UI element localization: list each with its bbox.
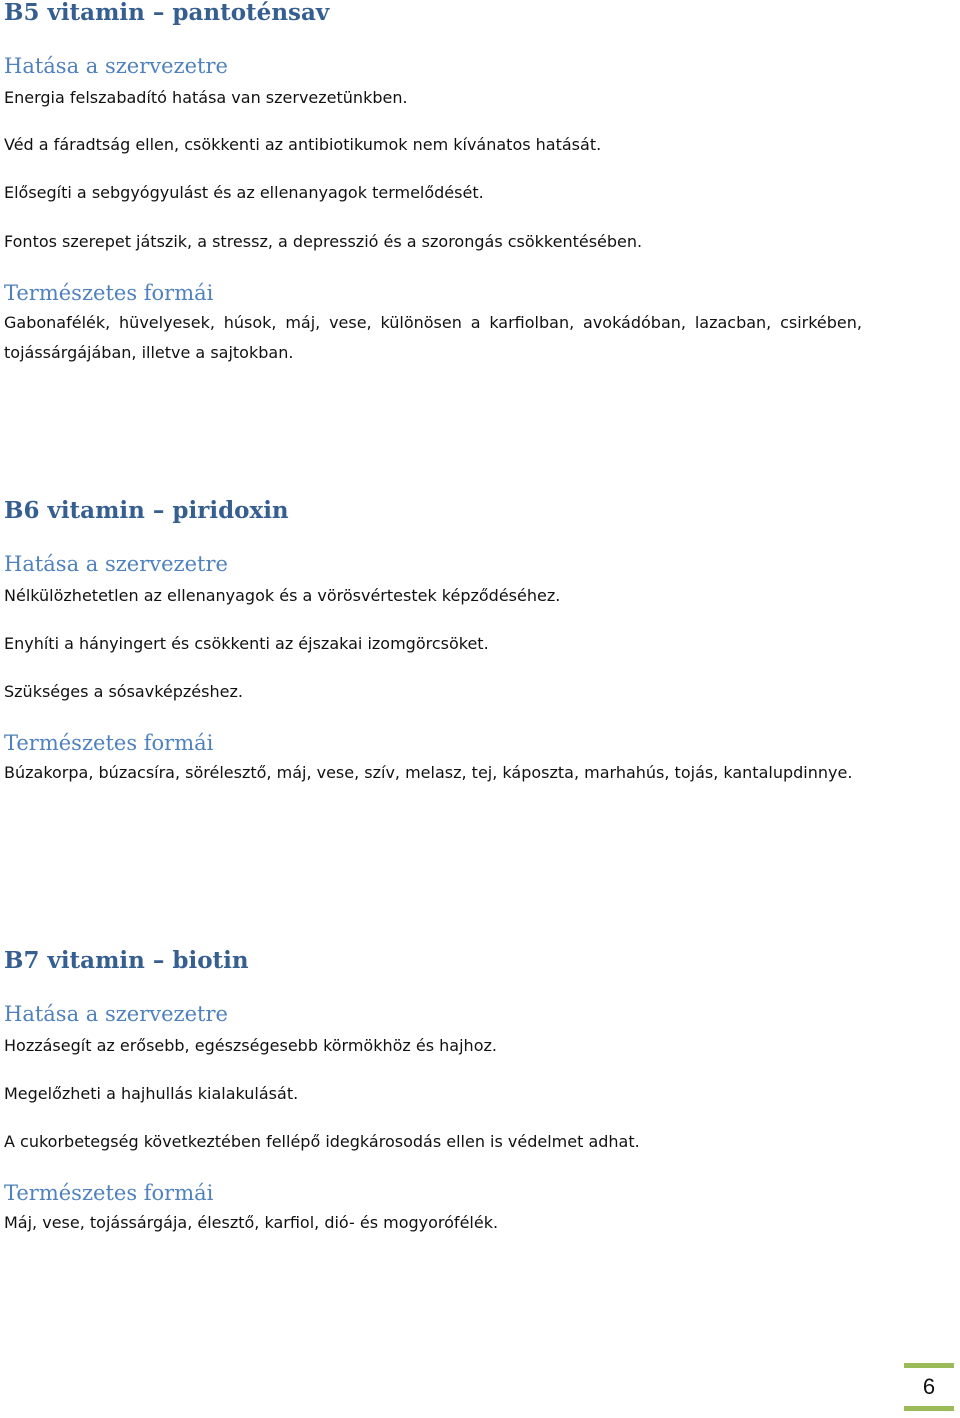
effect-b6-3: Szükséges a sósavképzéshez.	[4, 682, 243, 701]
sources-text-b7: Máj, vese, tojássárgája, élesztő, karfiol, dió- és mogyorófélék.	[4, 1213, 499, 1232]
page-number-box	[904, 1363, 954, 1411]
effects-heading-b6: Hatása a szervezetre	[4, 552, 228, 576]
page-number: 6	[922, 1374, 936, 1399]
sources-text-b6: Búzakorpa, búzacsíra, sörélesztő, máj, vese, szív, melasz, tej, káposzta, marhahús, tojás, kantalupdinnye.	[4, 763, 853, 782]
section-title-b5: B5 vitamin – pantoténsav	[4, 0, 330, 26]
effect-b5-3: Elősegíti a sebgyógyulást és az ellenanyagok termelődését.	[4, 183, 484, 202]
effect-b6-1: Nélkülözhetetlen az ellenanyagok és a vörösvértestek képződéséhez.	[4, 586, 561, 605]
effect-b5-4: Fontos szerepet játszik, a stressz, a depresszió és a szorongás csökkentésében.	[4, 232, 643, 251]
effect-b5-2: Véd a fáradtság ellen, csökkenti az antibiotikumok nem kívánatos hatását.	[4, 135, 602, 154]
sources-text-b5: Gabonafélék, hüvelyesek, húsok, máj, vese, különösen a karfiolban, avokádóban, lazacban, csirkében, tojássárgájában, illetve a sajtokban.	[4, 313, 862, 362]
section-title-b7: B7 vitamin – biotin	[4, 947, 249, 974]
section-title-b6: B6 vitamin – piridoxin	[4, 497, 289, 524]
sources-heading-b5: Természetes formái	[4, 281, 214, 305]
effect-b6-2: Enyhíti a hányingert és csökkenti az éjszakai izomgörcsöket.	[4, 634, 489, 653]
effect-b7-1: Hozzásegít az erősebb, egészségesebb körmökhöz és hajhoz.	[4, 1036, 497, 1055]
effect-b7-3: A cukorbetegség következtében fellépő idegkárosodás ellen is védelmet adhat.	[4, 1132, 640, 1151]
effect-b7-2: Megelőzheti a hajhullás kialakulását.	[4, 1084, 299, 1103]
effects-heading-b7: Hatása a szervezetre	[4, 1002, 228, 1026]
sources-heading-b6: Természetes formái	[4, 731, 214, 755]
effects-heading-b5: Hatása a szervezetre	[4, 54, 228, 78]
effect-b5-1: Energia felszabadító hatása van szervezetünkben.	[4, 88, 408, 107]
sources-heading-b7: Természetes formái	[4, 1181, 214, 1205]
